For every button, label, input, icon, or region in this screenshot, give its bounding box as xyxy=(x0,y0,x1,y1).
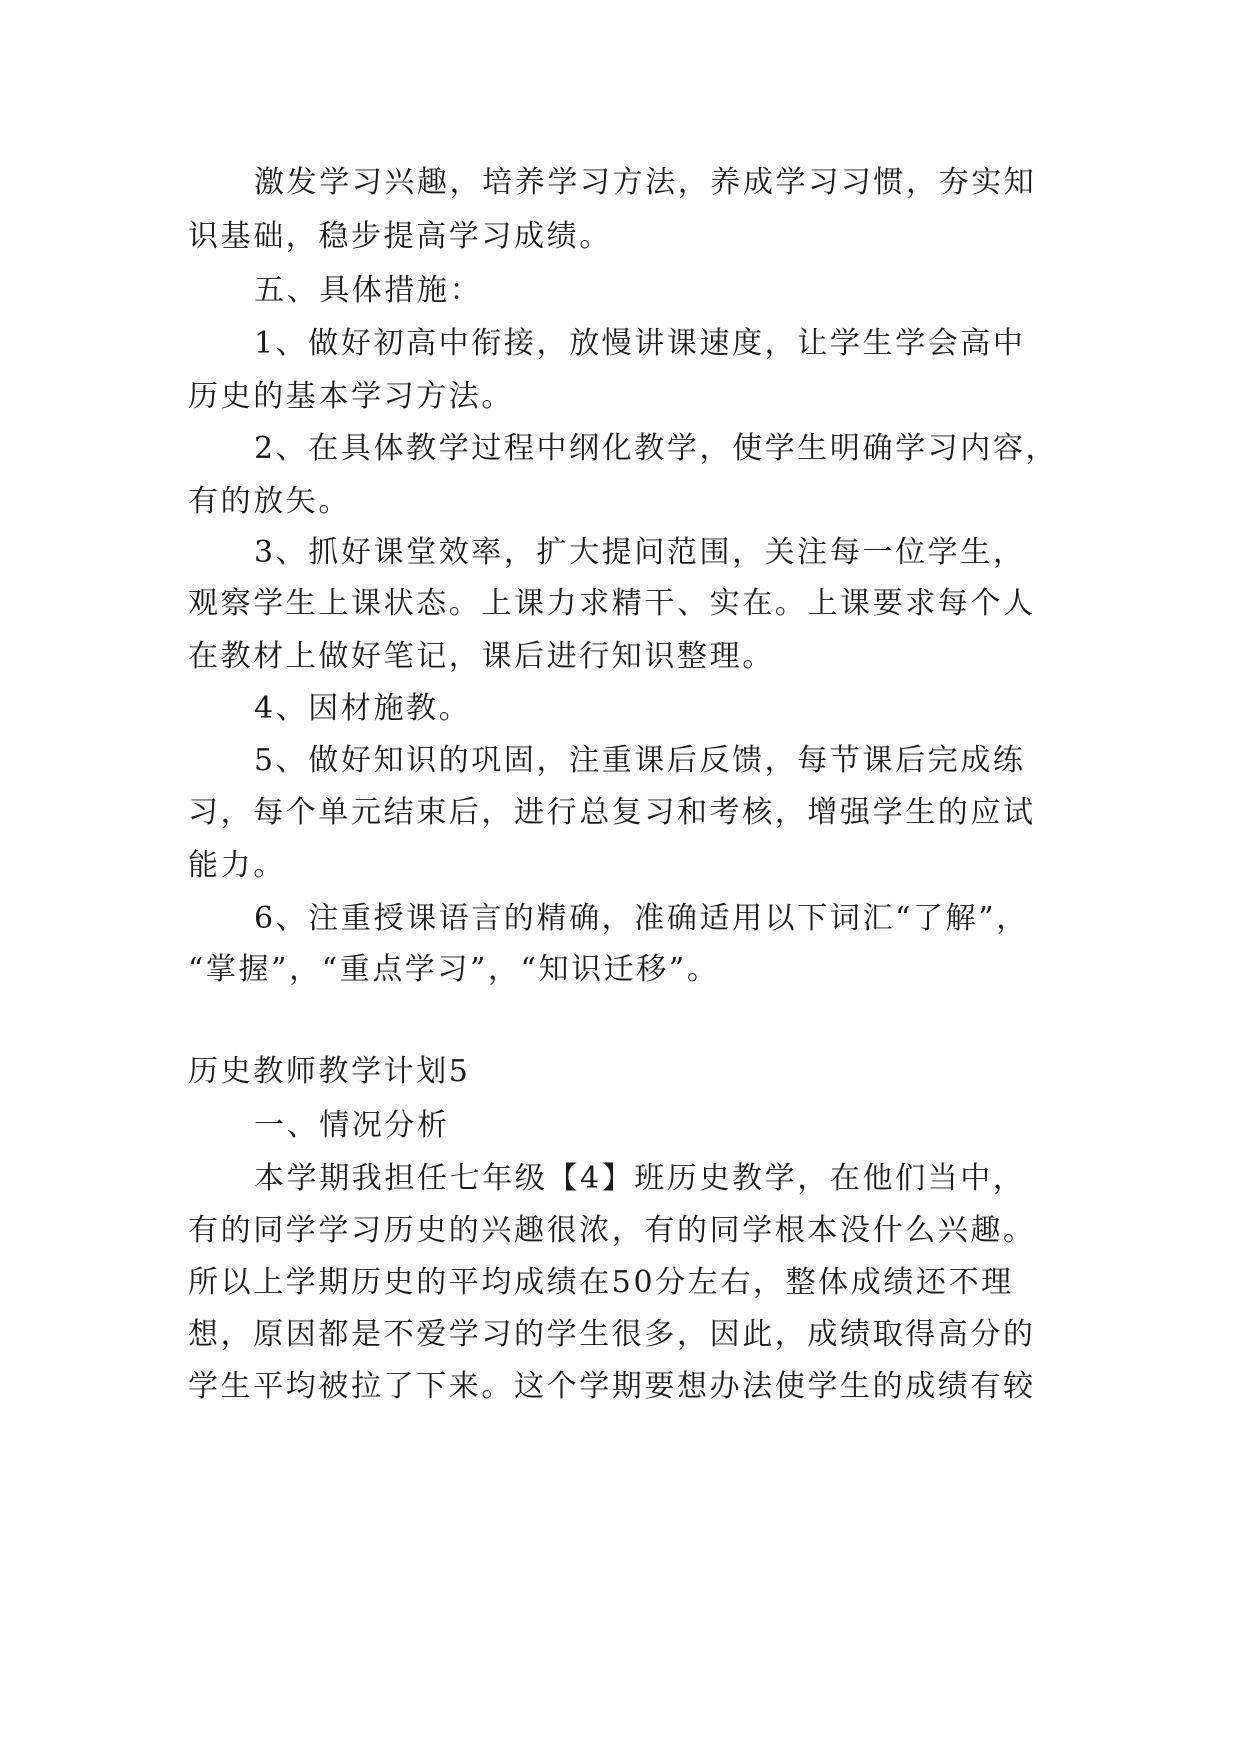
paragraph-line: 学生平均被拉了下来。这个学期要想办法使学生的成绩有较 xyxy=(188,1369,1036,1404)
paragraph-line: 激发学习兴趣，培养学习方法，养成学习习惯，夯实知 xyxy=(254,165,1037,200)
list-item-line: 历史的基本学习方法。 xyxy=(188,379,514,414)
paragraph-line: 想，原因都是不爱学习的学生很多，因此，成绩取得高分的 xyxy=(188,1317,1036,1352)
section-heading: 五、具体措施： xyxy=(254,273,483,308)
list-item-line: 2、在具体教学过程中纲化教学，使学生明确学习内容， xyxy=(254,431,1059,466)
list-item-line: “掌握”，“重点学习”，“知识迁移”。 xyxy=(188,952,720,987)
list-item-line: 4、因材施教。 xyxy=(254,691,472,726)
list-item-line: 能力。 xyxy=(188,848,286,883)
list-item-line: 6、注重授课语言的精确，准确适用以下词汇“了解”， xyxy=(254,901,1029,936)
list-item-line: 3、抓好课堂效率，扩大提问范围，关注每一位学生， xyxy=(254,535,1026,570)
document-title: 历史教师教学计划5 xyxy=(188,1054,471,1089)
paragraph-line: 本学期我担任七年级【4】班历史教学，在他们当中， xyxy=(254,1161,1026,1196)
paragraph-line: 识基础，稳步提高学习成绩。 xyxy=(188,219,612,254)
paragraph-line: 所以上学期历史的平均成绩在50分左右，整体成绩还不理 xyxy=(188,1265,1014,1300)
list-item-line: 观察学生上课状态。上课力求精干、实在。上课要求每个人 xyxy=(188,586,1036,621)
list-item-line: 在教材上做好笔记，课后进行知识整理。 xyxy=(188,639,775,674)
section-heading: 一、情况分析 xyxy=(254,1108,450,1143)
list-item-line: 有的放矢。 xyxy=(188,484,351,519)
list-item-line: 5、做好知识的巩固，注重课后反馈，每节课后完成练 xyxy=(254,743,1026,778)
list-item-line: 习，每个单元结束后，进行总复习和考核，增强学生的应试 xyxy=(188,795,1036,830)
paragraph-line: 有的同学学习历史的兴趣很浓，有的同学根本没什么兴趣。 xyxy=(188,1213,1036,1248)
list-item-line: 1、做好初高中衔接，放慢讲课速度，让学生学会高中 xyxy=(254,326,1026,361)
